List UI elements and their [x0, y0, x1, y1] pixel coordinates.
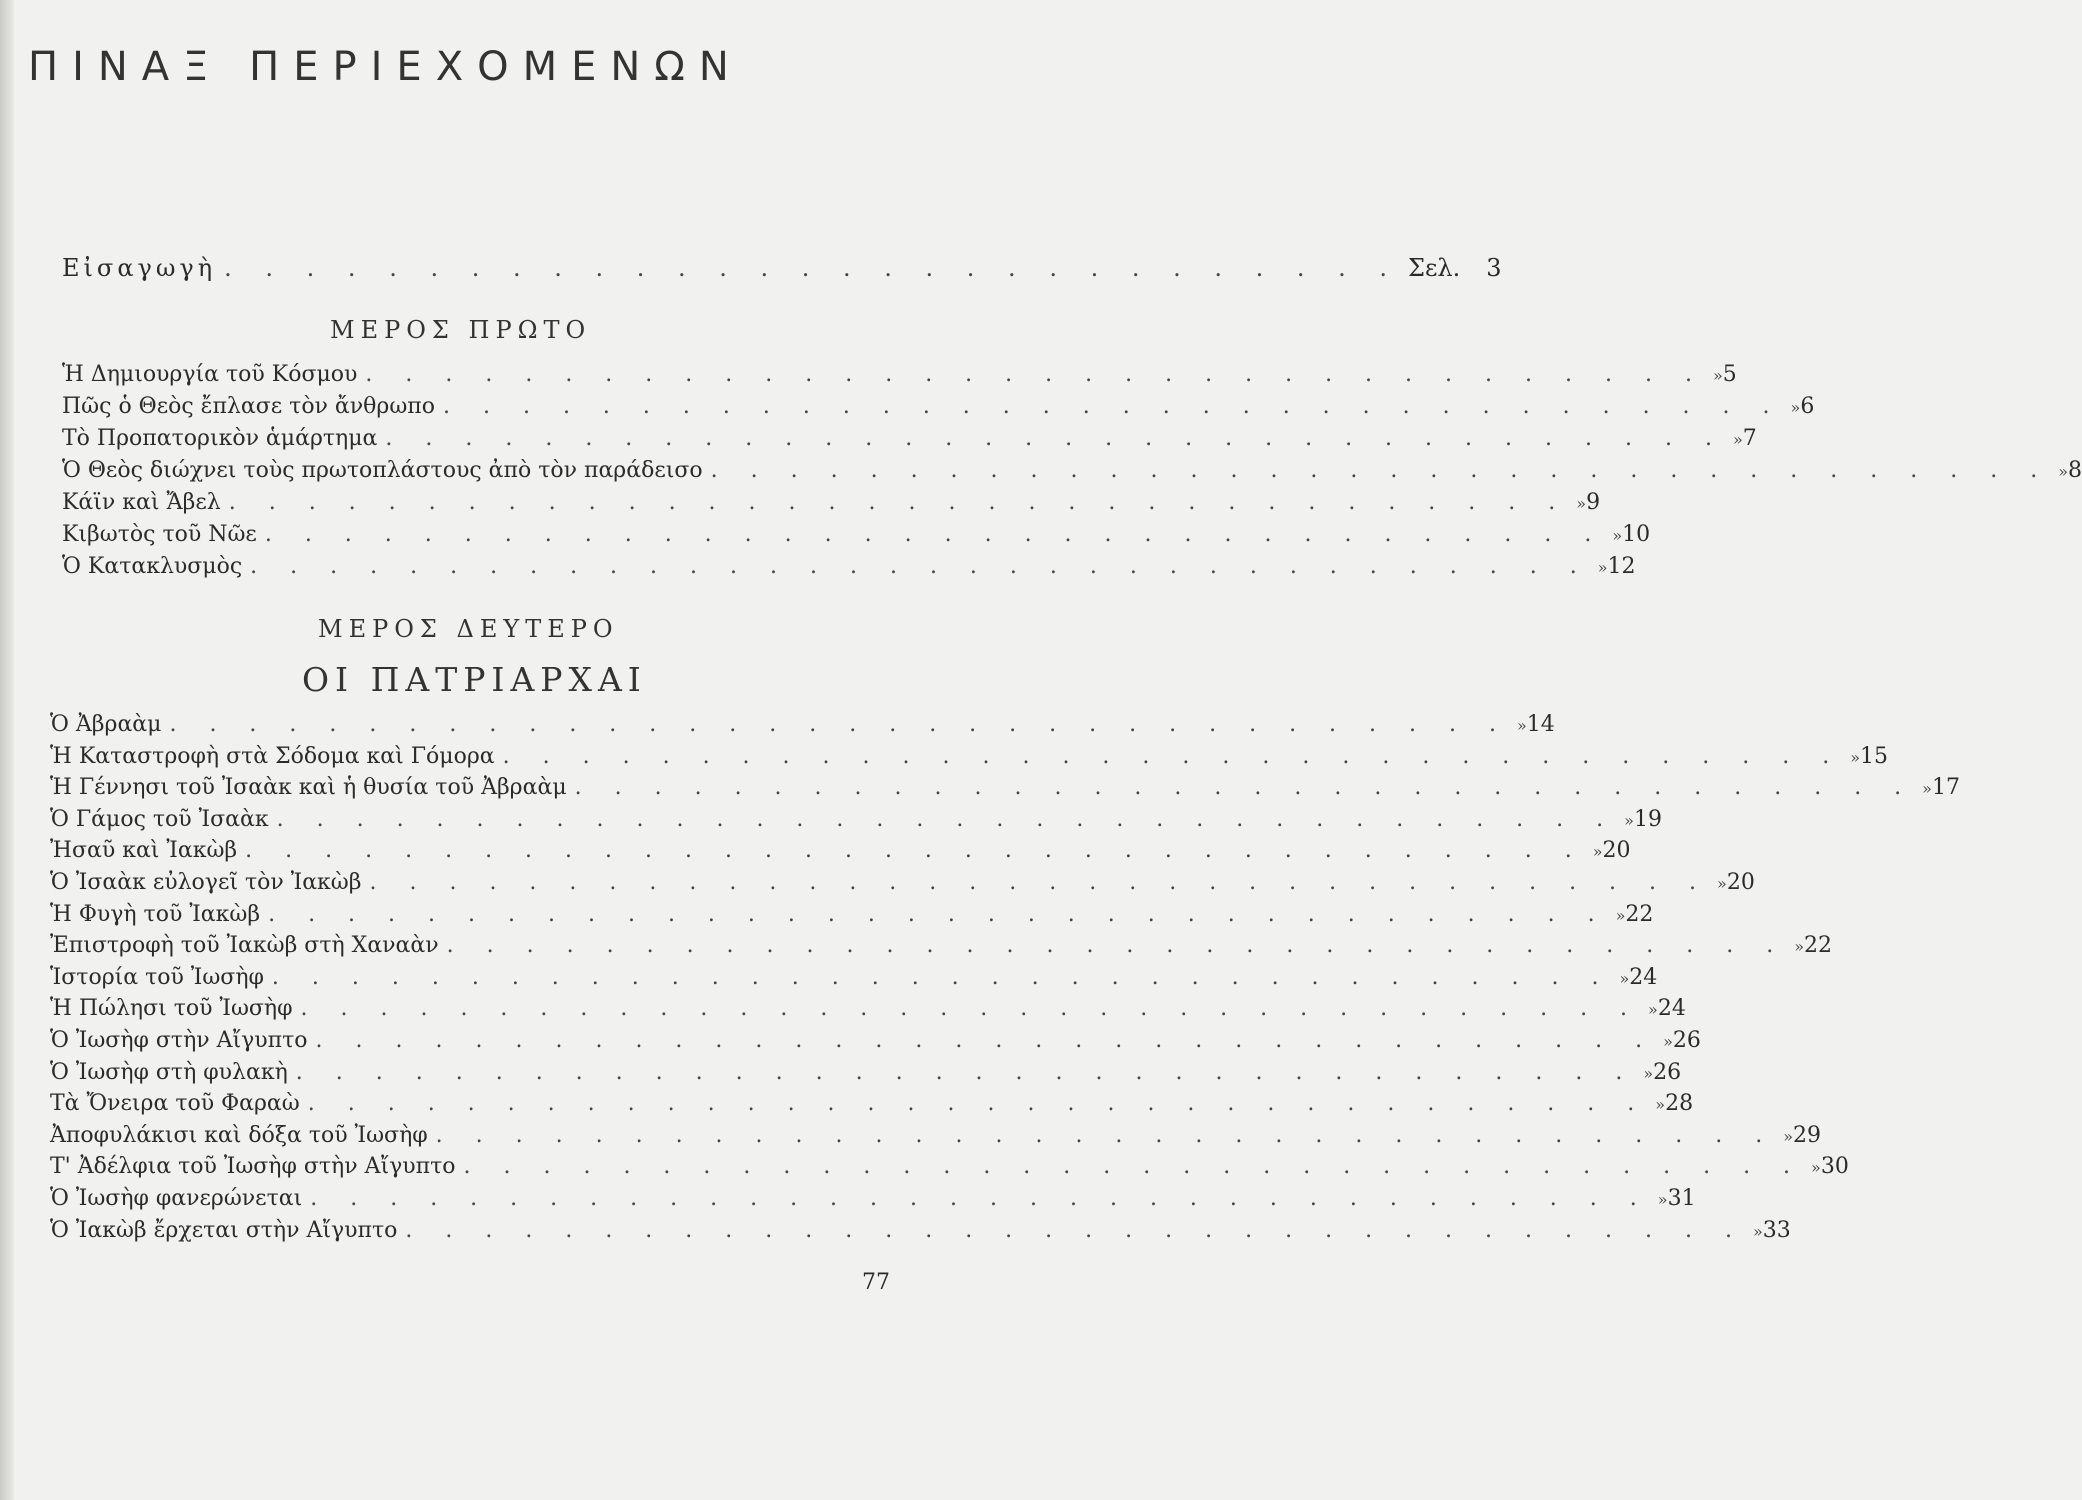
toc-entry[interactable]	[62, 362, 1737, 394]
dot-leader: . . . . . . . . . . . . . . . . . . . . . . . . . . . . . . . . . .	[300, 996, 1641, 1022]
toc-entry[interactable]	[62, 426, 1757, 458]
toc-entry-page: 12	[1607, 554, 1636, 579]
part-two-heading: ΜΕΡΟΣ ΔΕΥΤΕΡΟ	[318, 615, 619, 643]
dot-leader: . . . . . . . . . . . . . . . . . . . . . . . . . . . . . . . . . .	[446, 933, 1787, 959]
toc-entry-page: 26	[1653, 1059, 1682, 1085]
toc-entry-title: Ἡ Φυγὴ τοῦ Ἰακὼβ	[50, 901, 261, 927]
toc-entry-title: Ἡ Πώλησι τοῦ Ἰωσὴφ	[50, 996, 293, 1022]
toc-entry[interactable]	[62, 554, 1636, 586]
ditto-mark: »	[1517, 716, 1527, 735]
ditto-mark: »	[1850, 747, 1860, 767]
toc-entry-title: Ὁ Ἰακὼβ ἔρχεται στὴν Αἴγυπτο	[50, 1217, 398, 1243]
toc-entry[interactable]	[62, 394, 1815, 426]
toc-entry-page: 20	[1726, 870, 1755, 895]
dot-leader: . . . . . . . . . . . . . . . . . . . . . . . . . . . . . . . . . .	[369, 870, 1710, 895]
toc-entry-title: Ἐπιστροφὴ τοῦ Ἰακὼβ στὴ Χαναὰν	[50, 933, 439, 959]
dot-leader: . . . . . . . . . . . . . . . . . . . . . . . . . . . . . . . . . .	[264, 522, 1605, 547]
toc-entry-page: 28	[1665, 1091, 1694, 1117]
ditto-mark: »	[1794, 937, 1804, 957]
ditto-mark: »	[1624, 810, 1634, 830]
ditto-mark: »	[1643, 1063, 1654, 1083]
toc-entry-title: Τ' Ἀδέλφια τοῦ Ἰωσὴφ στὴν Αἴγυπτο	[50, 1154, 456, 1180]
toc-entry[interactable]	[50, 1154, 1849, 1186]
toc-entry-title: Ἱστορία τοῦ Ἰωσὴφ	[50, 964, 264, 990]
toc-entry-page: 24	[1657, 996, 1686, 1022]
ditto-mark: »	[1655, 1095, 1666, 1115]
toc-entry-title: Ὁ Ἀβραὰμ	[50, 712, 162, 737]
toc-entry[interactable]	[50, 1122, 1821, 1155]
toc-entry-title: Ἡ Καταστροφὴ στὰ Σόδομα καὶ Γόμορα	[50, 743, 495, 769]
toc-entry[interactable]	[50, 1059, 1682, 1092]
toc-entry-title: Πῶς ὁ Θεὸς ἔπλασε τὸν ἄνθρωπο	[62, 394, 435, 419]
ditto-mark: »	[1783, 1126, 1793, 1146]
toc-entry-page: 15	[1859, 743, 1888, 769]
toc-entry-title: Ὁ Κατακλυσμὸς	[62, 554, 243, 579]
toc-entry-page: 17	[1931, 775, 1960, 801]
toc-entry[interactable]	[62, 490, 1601, 522]
ditto-mark: »	[2058, 462, 2068, 481]
toc-entry-page: 5	[1722, 362, 1737, 387]
toc-entry-page: 19	[1633, 806, 1662, 832]
toc-entry[interactable]	[62, 522, 1651, 554]
toc-entry[interactable]	[50, 806, 1662, 839]
intro-page-abbrev: Σελ.	[1408, 254, 1461, 282]
toc-entry[interactable]	[50, 964, 1658, 997]
toc-entry[interactable]	[50, 933, 1832, 965]
ditto-mark: »	[1648, 1000, 1658, 1020]
toc-entry-title: Ὁ Ἰωσὴφ στὴ φυλακὴ	[50, 1059, 288, 1085]
toc-entry[interactable]	[50, 1217, 1791, 1250]
dot-leader: . . . . . . . . . . . . . . . . . . . . . . . . . . . . . . . . . .	[295, 1059, 1636, 1085]
toc-entry-title: Ὁ Θεὸς διώχνει τοὺς πρωτοπλάστους ἀπὸ τὸν παράδεισο	[62, 458, 703, 483]
toc-entry-title: Κιβωτὸς τοῦ Νῶε	[62, 522, 257, 547]
dot-leader: . . . . . . . . . . . . . . . . . . . . . . . . . . . . . . . . . .	[310, 1186, 1650, 1211]
dot-leader: . . . . . . . . . . . . . . . . . . . . . . . . . . . . . . . . . .	[245, 838, 1585, 864]
toc-entry-page: 33	[1762, 1217, 1791, 1243]
toc-entry-page: 31	[1667, 1186, 1696, 1211]
toc-entry-title: Ἡ Δημιουργία τοῦ Κόσμου	[62, 362, 358, 387]
dot-leader: . . . . . . . . . . . . . . . . . . . . . . . . . . . . . . . . . .	[365, 362, 1705, 387]
ditto-mark: »	[1732, 430, 1743, 449]
toc-entry[interactable]	[50, 870, 1755, 902]
toc-entry-title: Ὁ Ἰωσὴφ φανερώνεται	[50, 1186, 303, 1211]
toc-entry-page: 30	[1820, 1154, 1849, 1180]
toc-entry-page: 10	[1622, 522, 1651, 547]
dot-leader: . . . . . . . . . . . . . . . . . . . . . . . . . . . . . . . . . .	[463, 1154, 1804, 1180]
toc-entry-title: Κάϊν καὶ Ἄβελ	[62, 490, 221, 515]
toc-entry-page: 22	[1625, 901, 1654, 927]
ditto-mark: »	[1612, 526, 1623, 545]
toc-entry[interactable]	[50, 1186, 1696, 1218]
dot-leader: . . . . . . . . . . . . . . . . . . . . . . . . . . . . . . . . . .	[276, 806, 1617, 832]
dot-leader: . . . . . . . . . . . . . . . . . . . . . . . . . . . . . . . . . .	[315, 1028, 1656, 1053]
ditto-mark: »	[1790, 398, 1801, 417]
toc-entry-title: Ὁ Ἰωσὴφ στὴν Αἴγυπτο	[50, 1028, 308, 1053]
toc-entry[interactable]	[50, 996, 1686, 1028]
ditto-mark: »	[1922, 779, 1932, 799]
toc-entry-title: Ἠσαῦ καὶ Ἰακὼβ	[50, 838, 238, 864]
ditto-mark: »	[1717, 874, 1727, 893]
toc-entry-page: 22	[1804, 933, 1832, 959]
dot-leader: . . . . . . . . . . . . . . . . . . . . . . . . . . . . . . . . . .	[271, 964, 1612, 990]
intro-page-number: 3	[1486, 254, 1502, 282]
dot-leader: . . . . . . . . . . . . . . . . . . . . . . . . . . . . . . . . . .	[268, 901, 1608, 927]
toc-entry[interactable]	[50, 1028, 1701, 1060]
ditto-mark: »	[1811, 1158, 1821, 1178]
toc-entry-page: 14	[1526, 712, 1555, 737]
toc-entry[interactable]	[50, 712, 1555, 744]
toc-entry-title: Ὁ Γάμος τοῦ Ἰσαὰκ	[50, 806, 269, 832]
page-gutter-shadow	[0, 0, 14, 1500]
toc-entry-page: 7	[1742, 426, 1757, 451]
dot-leader: . . . . . . . . . . . . . . . . . . . . . . . . . . . . . . . . . .	[250, 554, 1590, 579]
dot-leader: . . . . . . . . . . . . . . . . . . . . . . . . . . . . . . . . . .	[574, 775, 1915, 801]
toc-entry[interactable]	[50, 901, 1654, 934]
dot-leader: . . . . . . . . . . . . . . . . . . . . . . . . . . . . . . . . . .	[228, 490, 1569, 515]
toc-entry-page: 8	[2067, 458, 2082, 483]
ditto-mark: »	[1752, 1221, 1763, 1241]
dot-leader: . . . . . . . . . . . . . . . . . . . . . . . . . . . . . . . . . .	[502, 743, 1843, 769]
part-one-heading: ΜΕΡΟΣ ΠΡΩΤΟ	[330, 316, 592, 344]
page-number: 77	[862, 1270, 890, 1295]
dot-leader: . . . . . . . . . . . . . . . . . . . . . . . . . . . . . . . . . .	[405, 1217, 1745, 1243]
ditto-mark: »	[1619, 968, 1630, 988]
toc-entry[interactable]	[50, 775, 1960, 807]
intro-entry[interactable]	[62, 254, 1502, 290]
page-title: ΠΙΝΑΞ ΠΕΡΙΕΧΟΜΕΝΩΝ	[28, 44, 743, 90]
toc-entry-title: Ἀποφυλάκισι καὶ δόξα τοῦ Ἰωσὴφ	[50, 1122, 428, 1148]
ditto-mark: »	[1712, 366, 1723, 385]
toc-entry-title: Τὸ Προπατορικὸν ἁμάρτημα	[62, 426, 378, 451]
toc-entry[interactable]	[50, 838, 1631, 870]
toc-entry-page: 26	[1672, 1028, 1701, 1053]
ditto-mark: »	[1657, 1190, 1668, 1209]
dot-leader: . . . . . . . . . . . . . . . . . . . . . . . . . . . . . . . . . .	[435, 1122, 1776, 1148]
intro-label: Εἰσαγωγὴ	[62, 254, 217, 282]
dot-leader: . . . . . . . . . . . . . . . . . . . . . . . . . . . . . . . . . .	[307, 1091, 1648, 1117]
ditto-mark: »	[1615, 905, 1626, 925]
toc-entry[interactable]	[50, 743, 1888, 776]
ditto-mark: »	[1663, 1032, 1673, 1051]
dot-leader: . . . . . . . . . . . . . . . . . . . . . . . . . . . . . . . . . .	[169, 712, 1509, 737]
toc-entry[interactable]	[50, 1091, 1694, 1123]
toc-entry-page: 9	[1586, 490, 1601, 515]
toc-entry-title: Ἡ Γέννησι τοῦ Ἰσαὰκ καὶ ἡ θυσία τοῦ Ἀβραὰμ	[50, 775, 567, 801]
ditto-mark: »	[1592, 842, 1603, 862]
dot-leader: . . . . . . . . . . . . . . . . . . . . . . . . . . . . . . . . . .	[710, 458, 2051, 483]
ditto-mark: »	[1597, 558, 1608, 577]
toc-entry-page: 6	[1800, 394, 1815, 419]
dot-leader: . . . . . . . . . . . . . . . . . . . . . . . . . . . . . . . . . .	[385, 426, 1725, 451]
toc-entry[interactable]	[62, 458, 2082, 490]
ditto-mark: »	[1576, 494, 1587, 513]
toc-entry-page: 20	[1602, 838, 1631, 864]
part-two-subheading: ΟΙ ΠΑΤΡΙΑΡΧΑΙ	[302, 660, 647, 699]
toc-entry-page: 29	[1793, 1122, 1821, 1148]
dot-leader: . . . . . . . . . . . . . . . . . . . . . . . . . . . . .	[224, 254, 1401, 282]
toc-entry-title: Τὰ Ὄνειρα τοῦ Φαραὼ	[50, 1091, 300, 1117]
dot-leader: . . . . . . . . . . . . . . . . . . . . . . . . . . . . . . . . . .	[442, 394, 1783, 419]
toc-entry-title: Ὁ Ἰσαὰκ εὐλογεῖ τὸν Ἰακὼβ	[50, 870, 362, 895]
toc-entry-page: 24	[1629, 964, 1658, 990]
